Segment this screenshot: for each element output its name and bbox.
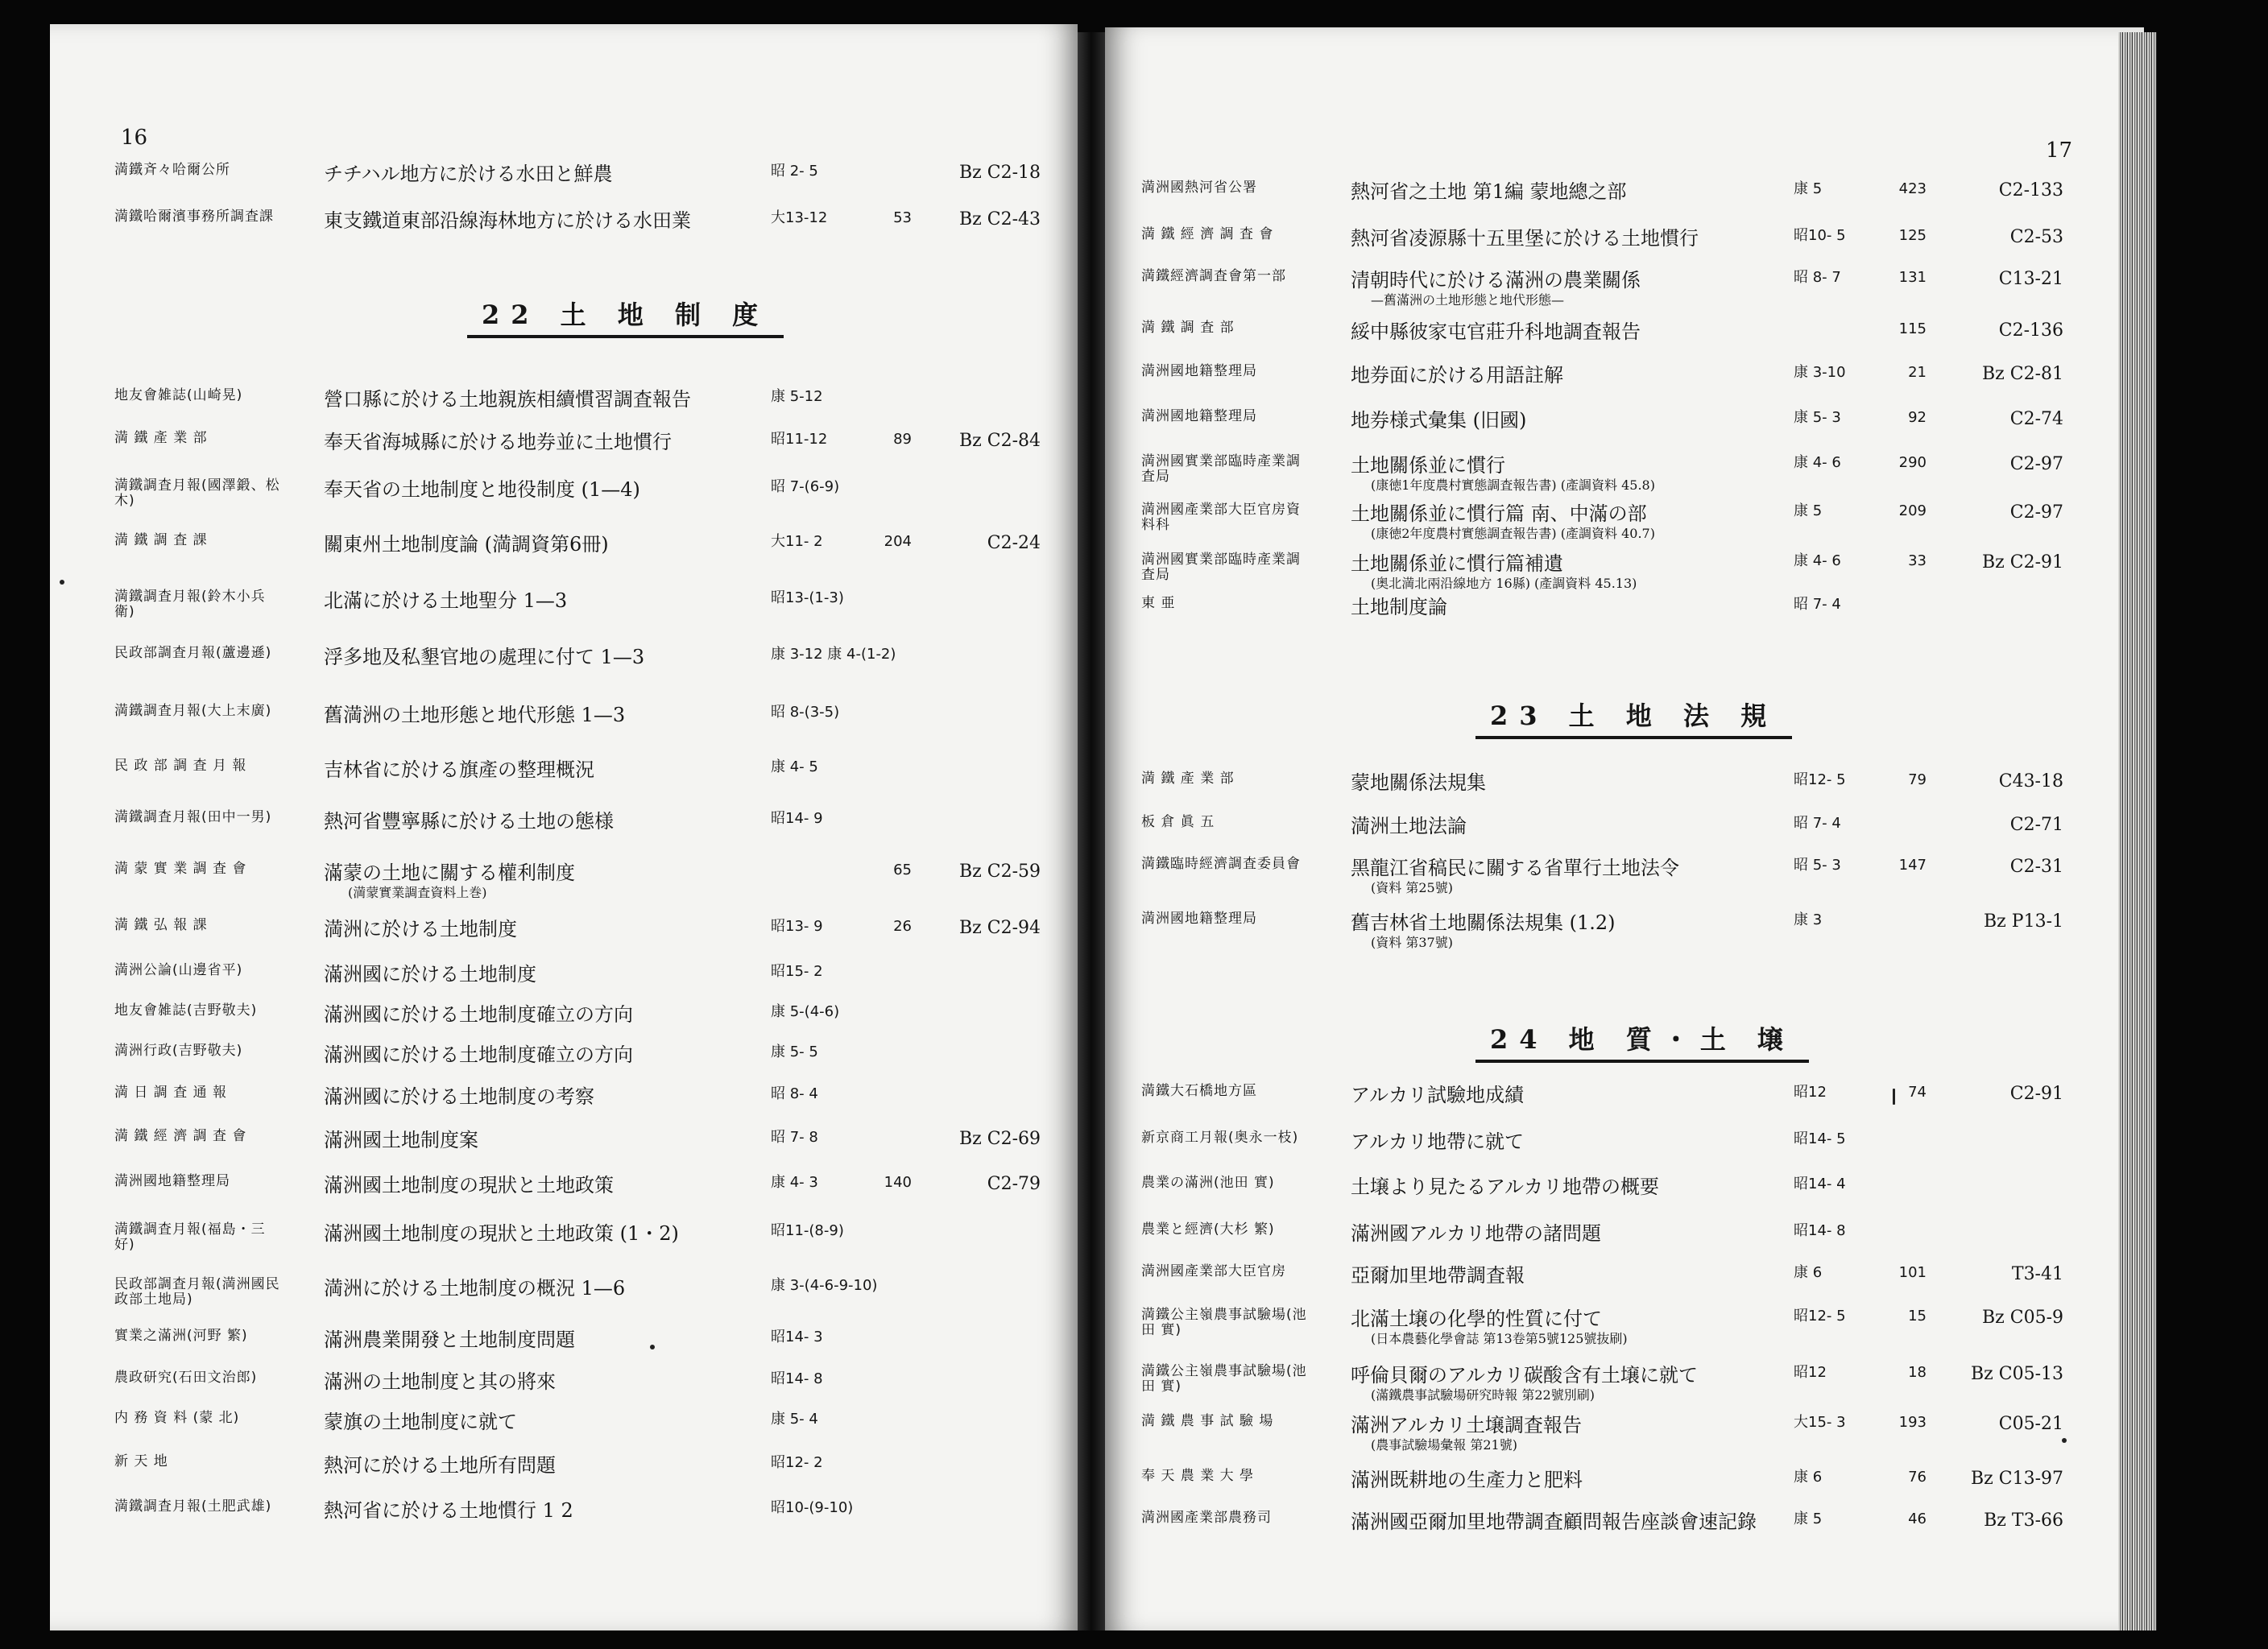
page-edges (2118, 32, 2157, 1630)
list-item: 地友會雑誌(山崎晃) 營口縣に於ける土地親族相續慣習調査報告 康 5-12 (114, 387, 823, 411)
list-item: 民政部調査月報(蘆邊遜) 浮多地及私墾官地の處理に付て 1—3 康 3-12 康 4-(1-2) (114, 645, 896, 668)
section-heading: 24 地 質・土 壌 (1475, 1019, 1809, 1063)
list-item: 満鐵斉々哈爾公所 チチハル地方に於ける水田と鮮農 昭 2- 5 Bz C2-18 (114, 162, 1041, 185)
list-item: 満鐵公主嶺農事試驗場(池田 實) 呼倫貝爾のアルカリ碳酸含有土壌に就て 昭12 18 Bz C05-13 (滿鐵農事試驗場研究時報 第22號別刷) (1141, 1363, 2063, 1403)
page-number: 16 (121, 126, 148, 150)
list-item: 満 蒙 實 業 調 査 會 滿蒙の土地に關する權利制度 65 Bz C2-59 (満蒙實業調査資料上巻) (114, 861, 1041, 900)
list-item: 奉 天 農 業 大 學 滿洲既耕地の生產力と肥料 康 6 76 Bz C13-97 (1141, 1468, 2063, 1491)
list-item: 満鐵調査月報(大上末廣) 舊満洲の土地形態と地代形態 1—3 昭 8-(3-5) (114, 703, 840, 726)
right-page (1105, 27, 2144, 1630)
list-item: 満洲國地籍整理局 地券面に於ける用語註解 康 3-10 21 Bz C2-81 (1141, 363, 2063, 386)
list-item: 満 鐵 農 事 試 驗 場 滿洲アルカリ土壌調査報告 大15- 3 193 C05-21 (農事試驗場彙報 第21號) (1141, 1413, 2063, 1453)
list-item: 満洲國地籍整理局 舊吉林省土地關係法規集 (1.2) 康 3 Bz P13-1 (資料 第37號) (1141, 911, 2063, 950)
list-item: 満鐵公主嶺農事試驗場(池田 實) 北滿土壌の化學的性質に付て 昭12- 5 15 Bz C05-9 (日本農藝化學會誌 第13卷第5號125號抜刷) (1141, 1307, 2063, 1346)
list-item: 満 鐵 產 業 部 蒙地關係法規集 昭12- 5 79 C43-18 (1141, 771, 2063, 794)
section-heading: 23 土 地 法 規 (1475, 696, 1792, 739)
list-item: 満鐵調査月報(土肥武雄) 熱河省に於ける土地慣行 1 2 昭10-(9-10) (114, 1498, 854, 1522)
list-item: 農政研究(石田文治郎) 滿洲の土地制度と其の將來 昭14- 8 (114, 1370, 823, 1393)
list-item: 東 亜 土地制度論 昭 7- 4 (1141, 595, 1841, 618)
list-item: 地友會雑誌(吉野敬夫) 滿洲國に於ける土地制度確立の方向 康 5-(4-6) (114, 1002, 840, 1026)
list-item: 満鐵調査月報(鈴木小兵衛) 北滿に於ける土地聖分 1—3 昭13-(1-3) (114, 589, 844, 620)
list-item: 満 鐵 產 業 部 奉天省海城縣に於ける地券並に土地慣行 昭11-12 89 Bz C2-84 (114, 430, 1041, 453)
list-item: 満鐵調査月報(國澤鍛、松木) 奉天省の土地制度と地役制度 (1—4) 昭 7-(6-9) (114, 477, 840, 509)
ink-speck (650, 1345, 655, 1349)
list-item: 新京商工月報(奥永一枝) アルカリ地帶に就て 昭14- 5 (1141, 1130, 1846, 1153)
section-heading: 22 土 地 制 度 (467, 295, 784, 338)
list-item: 満 鐵 經 濟 調 査 會 滿洲國土地制度案 昭 7- 8 Bz C2-69 (114, 1128, 1041, 1151)
list-item: 満 鐵 經 濟 調 査 會 熱河省凌源縣十五里堡に於ける土地慣行 昭10- 5 125 C2-53 (1141, 226, 2063, 250)
list-item: 満洲國地籍整理局 滿洲國土地制度の現狀と土地政策 康 4- 3 140 C2-79 (114, 1173, 1041, 1196)
list-item: 満洲國產業部農務司 滿洲國亞爾加里地帶調査顧問報告座談會速記錄 康 5 46 Bz T3-66 (1141, 1510, 2063, 1533)
list-item: 農業と經濟(大杉 繁) 滿洲國アルカリ地帶の諸問題 昭14- 8 (1141, 1221, 1846, 1245)
list-item: 満洲國熱河省公署 熱河省之土地 第1編 蒙地總之部 康 5 423 C2-133 (1141, 180, 2063, 203)
list-item: 満鐵大石橋地方區 アルカリ試驗地成績 昭12 74 C2-91 (1141, 1083, 2063, 1106)
list-item: 満洲行政(吉野敬夫) 滿洲國に於ける土地制度確立の方向 康 5- 5 (114, 1043, 818, 1066)
list-item: 満 鐵 弘 報 課 満洲に於ける土地制度 昭13- 9 26 Bz C2-94 (114, 917, 1041, 940)
list-item: 板 倉 眞 五 満洲土地法論 昭 7- 4 C2-71 (1141, 814, 2063, 837)
list-item: 満鐵臨時經濟調査委員會 黑龍江省稿民に關する省單行土地法令 昭 5- 3 147 C2-31 (資料 第25號) (1141, 856, 2063, 895)
ink-speck (2062, 1438, 2067, 1443)
list-item: 民 政 部 調 査 月 報 吉林省に於ける旗產の整理概況 康 4- 5 (114, 758, 818, 781)
ink-speck (60, 580, 64, 585)
list-item: 満 鐵 調 査 課 關東州土地制度論 (満調資第6冊) 大11- 2 204 C2-24 (114, 532, 1041, 556)
list-item: 満洲國產業部大臣官房資料科 土地關係並に慣行篇 南、中滿の部 康 5 209 C2-97 (康徳2年度農村實態調査報告書) (產調資料 40.7) (1141, 502, 2063, 541)
list-item: 満 日 調 査 通 報 滿洲國に於ける土地制度の考察 昭 8- 4 (114, 1085, 818, 1108)
list-item: 満洲國實業部臨時產業調査局 土地關係並に慣行 康 4- 6 290 C2-97 (康徳1年度農村實態調査報告書) (產調資料 45.8) (1141, 453, 2063, 493)
list-item: 満 鐵 調 査 部 綏中縣彼家屯官莊升科地調査報告 115 C2-136 (1141, 320, 2063, 343)
list-item: 新 天 地 熱河に於ける土地所有問題 昭12- 2 (114, 1453, 823, 1477)
list-item: 満洲國實業部臨時產業調査局 土地關係並に慣行篇補遺 康 4- 6 33 Bz C2-91 (奥北満北兩沿線地方 16縣) (產調資料 45.13) (1141, 552, 2063, 591)
page-number: 17 (2046, 138, 2073, 163)
list-item: 満鐵調査月報(田中一男) 熱河省豐寧縣に於ける土地の態様 昭14- 9 (114, 809, 823, 833)
list-item: 内 務 資 料 (蒙 北) 蒙旗の土地制度に就て 康 5- 4 (114, 1410, 818, 1433)
list-item: 満洲公論(山邊省平) 滿洲國に於ける土地制度 昭15- 2 (114, 962, 823, 986)
list-item: 満鐵調査月報(福島・三好) 滿洲國土地制度の現狀と土地政策 (1・2) 昭11-(8-9) (114, 1221, 844, 1253)
list-item: 満洲國地籍整理局 地券様式彙集 (旧國) 康 5- 3 92 C2-74 (1141, 408, 2063, 432)
list-item: 満鐵哈爾濱事務所調査課 東支鐵道東部沿線海林地方に於ける水田業 大13-12 53 Bz C2-43 (114, 209, 1041, 232)
ink-speck (1893, 1089, 1895, 1105)
list-item: 實業之滿洲(河野 繁) 滿洲農業開發と土地制度問題 昭14- 3 (114, 1328, 823, 1351)
list-item: 満洲國產業部大臣官房 亞爾加里地帶調査報 康 6 101 T3-41 (1141, 1263, 2063, 1287)
list-item: 民政部調査月報(満洲國民政部土地局) 満洲に於ける土地制度の概況 1—6 康 3-(4-6-9-10) (114, 1276, 878, 1308)
list-item: 農業の滿洲(池田 實) 土壌より見たるアルカリ地帶の概要 昭14- 4 (1141, 1175, 1846, 1198)
left-page (50, 24, 1078, 1630)
list-item: 満鐵經濟調査會第一部 清朝時代に於ける滿洲の農業關係 昭 8- 7 131 C13-21 —舊滿洲の土地形態と地代形態— (1141, 268, 2063, 308)
book-gutter (1078, 32, 1105, 1630)
